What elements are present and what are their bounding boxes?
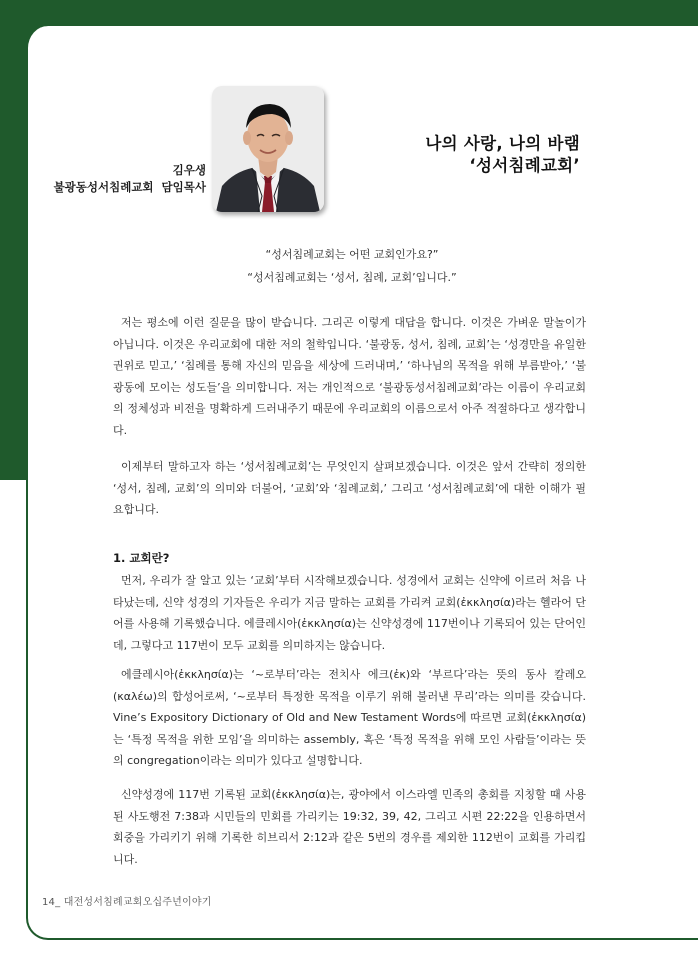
opening-quote-1: “성서침례교회는 어떤 교회인가요?” (265, 248, 439, 261)
author-role: 불광동성서침례교회 담임목사 (53, 180, 206, 194)
section-paragraph-1: 먼저, 우리가 잘 알고 있는 ‘교회’부터 시작해보겠습니다. 성경에서 교회는 신약에 이르러 처음 나타났는데, 신약 성경의 기자들은 우리가 지금 말하는 교회를 가리켜 교회(ἐκκλησία)라는 헬라어 단어를 사용해 기록했습니다. 에클레시아(ἐκκλησία)는 신약성경에 117번이나 기록되어 있는 단어인데, 그렇다고 117번이 모두 교회를 의미하지는 않습니다. (113, 574, 586, 652)
portrait-illustration (212, 86, 324, 212)
section-paragraph-2: 에클레시아(ἐκκλησία)는 ‘~로부터’라는 전치사 에크(ἐκ)와 ‘부르다’라는 뜻의 동사 칼레오(καλέω)의 합성어로써, ‘~로부터 특정한 목적을 이루기 위해 불러낸 무리’라는 의미를 갖습니다. Vine’s Expository Dictionary of Old and New Testament Words에 따르면 교회(ἐκκλησία)는 ‘특정 목적을 위한 모임’을 의미하는 assembly, 혹은 ‘특정 목적을 위해 모인 사람들’이라는 뜻의 congregation이라는 의미가 있다고 설명합니다. (113, 668, 586, 768)
title-line-2: ‘성서침례교회’ (469, 156, 580, 175)
section-heading: 1. 교회란? (113, 551, 170, 565)
author-block (54, 162, 206, 196)
title-line-1: 나의 사랑, 나의 바램 (425, 134, 580, 153)
intro-paragraph-2: 이제부터 말하고자 하는 ‘성서침례교회’는 무엇인지 살펴보겠습니다. 이것은 앞서 간략히 정의한 ‘성서, 침례, 교회’의 의미와 더불어, ‘교회’와 ‘침례교회,’ 그리고 ‘성서침례교회’에 대한 이해가 필요합니다. (113, 460, 586, 517)
intro-paragraph-1: 저는 평소에 이런 질문을 많이 받습니다. 그리곤 이렇게 대답을 합니다. 이것은 가벼운 말놀이가 아닙니다. 이것은 우리교회에 대한 저의 철학입니다. ‘불광동, 성서, 침례, 교회’는 ‘성경만을 유일한 권위로 믿고,’ ‘침례를 통해 자신의 믿음을 세상에 드러내며,’ ‘하나님의 목적을 위해 부름받아,’ ‘불광동에 모이는 성도들’을 의미합니다. 저는 개인적으로 ‘불광동성서침례교회’라는 이름이 우리교회의 정체성과 비전을 명확하게 드러내주기 때문에 우리교회의 이름으로서 아주 적절하다고 생각합니다. (113, 316, 586, 437)
section-paragraph-3: 신약성경에 117번 기록된 교회(ἐκκλησία)는, 광야에서 이스라엘 민족의 총회를 지칭할 때 사용된 사도행전 7:38과 시민들의 민회를 가리키는 19:32, 39, 42, 그리고 시편 22:22을 인용하면서 회중을 가리키기 위해 기록한 히브리서 2:12과 같은 5번의 경우를 제외한 112번이 교회를 가리킵니다. (113, 788, 586, 866)
opening-quote-2: “성서침례교회는 ‘성서, 침례, 교회’입니다.” (247, 271, 457, 284)
author-portrait-photo (212, 86, 324, 212)
page-footer: 14_ 대전성서침례교회오십주년이야기 (42, 897, 212, 908)
author-name: 김우생 (172, 163, 206, 177)
article-title (425, 133, 580, 177)
